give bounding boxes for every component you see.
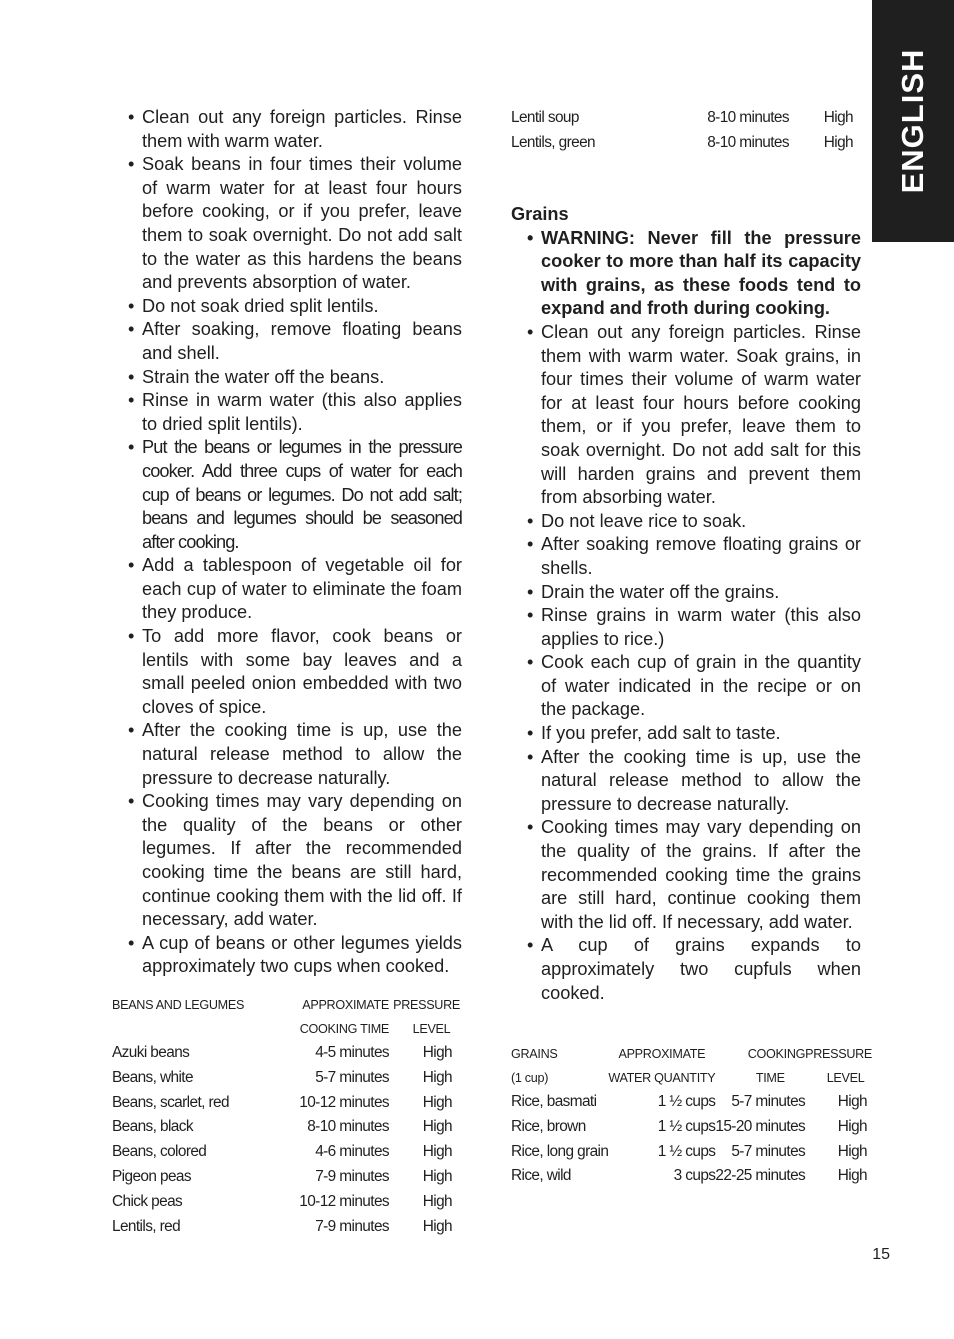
table-cell: Lentils, green	[511, 133, 596, 151]
left-column	[112, 106, 462, 979]
table-row	[112, 1066, 460, 1091]
table-header-row	[511, 1043, 872, 1067]
table-header-cell	[112, 1018, 292, 1042]
table-cell: High	[837, 1117, 868, 1135]
table-cell: Beans, scarlet, red	[112, 1093, 229, 1111]
grains-cooking-table	[511, 1043, 872, 1189]
table-header-cell: WATER QUANTITY	[608, 1070, 716, 1085]
grain-instruction-item: • After the cooking time is up, use the natural release method to allow the pressure to decrease naturally.	[511, 746, 861, 817]
bean-instruction-item: • A cup of beans or other legumes yields approximately two cups when cooked.	[112, 932, 462, 979]
table-header-cell: PRESSURE	[805, 1047, 873, 1061]
table-row	[112, 1041, 460, 1066]
table-cell: 10-12 minutes	[299, 1192, 389, 1210]
table-cell: Pigeon peas	[112, 1167, 191, 1185]
table-cell: High	[823, 109, 853, 126]
table-cell: 5-7 minutes	[315, 1068, 389, 1086]
bean-instruction-item: • After soaking, remove floating beans and shell.	[112, 318, 462, 365]
table-cell: Azuki beans	[112, 1044, 190, 1061]
table-row	[511, 106, 853, 131]
table-cell: Rice, wild	[511, 1167, 571, 1185]
grain-instruction-item: • Clean out any foreign particles. Rinse them with warm water. Soak grains, in four times their volume of warm water for at least four hours before cooking them, or if you prefer, leave them to soak overnight. Do not add salt for this will harden grains and prevent them from absorbing water.	[511, 321, 861, 510]
bean-instructions-list	[112, 106, 462, 979]
bean-instruction-item: • After the cooking time is up, use the natural release method to allow the pressure to decrease naturally.	[112, 719, 462, 790]
bean-instruction-item: • Rinse in warm water (this also applies to dried split lentils).	[112, 389, 462, 436]
grain-warning-item: • WARNING: Never fill the pressure cooker to more than half its capacity with grains, as these foods tend to expand and froth during cooking.	[511, 227, 861, 321]
bean-instruction-item: • Strain the water off the beans.	[112, 366, 462, 390]
table-row	[511, 1164, 872, 1189]
table-row	[112, 1190, 460, 1215]
table-header-cell: COOKING	[747, 1047, 806, 1061]
table-header-cell: LEVEL	[412, 1021, 451, 1036]
table-cell: 22-25 minutes	[715, 1167, 806, 1185]
table-header-row	[511, 1067, 872, 1091]
bean-instruction-item: • Do not soak dried split lentils.	[112, 295, 462, 319]
table-cell: Lentil soup	[511, 109, 579, 126]
grain-instruction-item: • A cup of grains expands to approximately two cupfuls when cooked.	[511, 934, 861, 1005]
language-tab	[872, 0, 954, 242]
bean-instruction-item: • Soak beans in four times their volume of warm water for at least four hours before cooking, or if you prefer, leave them to soak overnight. Do not add salt to the water as this hardens the beans and prevents absorption of water.	[112, 153, 462, 295]
table-cell: Rice, basmati	[511, 1093, 597, 1110]
table-cell: High	[422, 1217, 452, 1235]
table-row	[112, 1115, 460, 1140]
table-row	[112, 1091, 460, 1116]
bean-instruction-item: • Cooking times may vary depending on the quality of the beans or other legumes. If after the recommended cooking time the beans are still hard, continue cooking them with the lid off. If necessary, add water.	[112, 790, 462, 932]
language-tab-label: ENGLISH	[895, 48, 930, 194]
table-cell: 1 ½ cups	[657, 1142, 716, 1160]
table-cell: 7-9 minutes	[315, 1167, 389, 1185]
grain-instruction-item: • Cook each cup of grain in the quantity of water indicated in the recipe or on the package.	[511, 651, 861, 722]
table-header-cell: GRAINS	[511, 1047, 558, 1061]
table-row	[511, 1140, 872, 1165]
table-cell: Rice, long grain	[511, 1142, 609, 1160]
grain-instruction-item: • After soaking remove floating grains or shells.	[511, 533, 861, 580]
table-header-row	[112, 1018, 460, 1042]
table-cell: Lentils, red	[112, 1217, 181, 1235]
table-cell: 1 ½ cups	[657, 1093, 716, 1110]
table-cell: 8-10 minutes	[307, 1118, 389, 1136]
grain-instruction-item: • Cooking times may vary depending on the quality of the grains. If after the recommended cooking time the grains are still hard, continue cooking them with the lid off. If necessary, add water.	[511, 816, 861, 934]
table-cell: High	[422, 1118, 452, 1136]
table-cell: 8-10 minutes	[707, 133, 789, 151]
table-cell: High	[422, 1167, 452, 1185]
table-header-cell: (1 cup)	[511, 1070, 549, 1085]
page-number: 15	[872, 1246, 890, 1263]
bean-instruction-item: • Clean out any foreign particles. Rinse them with warm water.	[112, 106, 462, 153]
beans-cooking-table	[112, 994, 460, 1239]
table-row	[112, 1215, 460, 1240]
bean-instruction-item: • Add a tablespoon of vegetable oil for each cup of water to eliminate the foam they produce.	[112, 554, 462, 625]
table-cell: High	[422, 1044, 452, 1061]
table-row	[511, 1115, 872, 1140]
grain-instruction-item: • Do not leave rice to soak.	[511, 510, 861, 534]
table-cell: High	[422, 1192, 452, 1210]
grain-instruction-item: • Rinse grains in warm water (this also applies to rice.)	[511, 604, 861, 651]
table-cell: High	[823, 133, 853, 151]
table-header-cell: TIME	[755, 1070, 785, 1085]
table-cell: 15-20 minutes	[715, 1117, 806, 1135]
table-cell: Beans, white	[112, 1068, 193, 1086]
table-row	[511, 1090, 872, 1115]
grain-instruction-item: • Drain the water off the grains.	[511, 581, 861, 605]
table-header-cell: APPROXIMATE	[302, 998, 389, 1012]
table-cell: 7-9 minutes	[315, 1217, 389, 1235]
table-cell: High	[837, 1142, 868, 1160]
grain-instruction-item: • If you prefer, add salt to taste.	[511, 722, 861, 746]
table-header-cell: BEANS AND LEGUMES	[112, 998, 245, 1012]
table-cell: High	[422, 1143, 452, 1161]
table-cell: High	[837, 1167, 868, 1185]
table-cell: 10-12 minutes	[299, 1093, 389, 1111]
table-header-row	[112, 994, 460, 1018]
bean-instruction-item: • Put the beans or legumes in the pressure cooker. Add three cups of water for each cup of beans or legumes. Do not add salt; beans and legumes should be seasoned after cooking.	[112, 436, 462, 554]
table-cell: 8-10 minutes	[707, 109, 789, 126]
bean-instruction-item: • To add more flavor, cook beans or lentils with some bay leaves and a small peeled onion embedded with two cloves of spice.	[112, 625, 462, 719]
table-cell: 4-6 minutes	[315, 1143, 389, 1161]
table-cell: High	[422, 1068, 452, 1086]
grains-heading: Grains	[511, 204, 569, 224]
table-cell: Beans, colored	[112, 1143, 207, 1161]
table-header-cell: COOKING TIME	[299, 1021, 389, 1036]
table-row	[112, 1165, 460, 1190]
table-cell: High	[837, 1093, 868, 1110]
table-cell: Beans, black	[112, 1118, 193, 1136]
table-cell: High	[422, 1093, 452, 1111]
table-cell: Rice, brown	[511, 1117, 586, 1135]
table-cell: 1 ½ cups	[657, 1117, 716, 1135]
table-header-cell: APPROXIMATE	[618, 1047, 706, 1061]
table-row	[112, 1140, 460, 1165]
grain-instructions-list	[511, 227, 861, 1006]
table-cell: 5-7 minutes	[731, 1142, 806, 1160]
table-cell: Chick peas	[112, 1192, 183, 1210]
table-cell: 5-7 minutes	[731, 1093, 806, 1110]
right-column	[511, 131, 861, 1005]
table-cell: 4-5 minutes	[315, 1044, 389, 1061]
table-header-cell: LEVEL	[826, 1070, 865, 1085]
table-cell: 3 cups	[673, 1167, 716, 1185]
table-header-cell: PRESSURE	[393, 998, 460, 1012]
